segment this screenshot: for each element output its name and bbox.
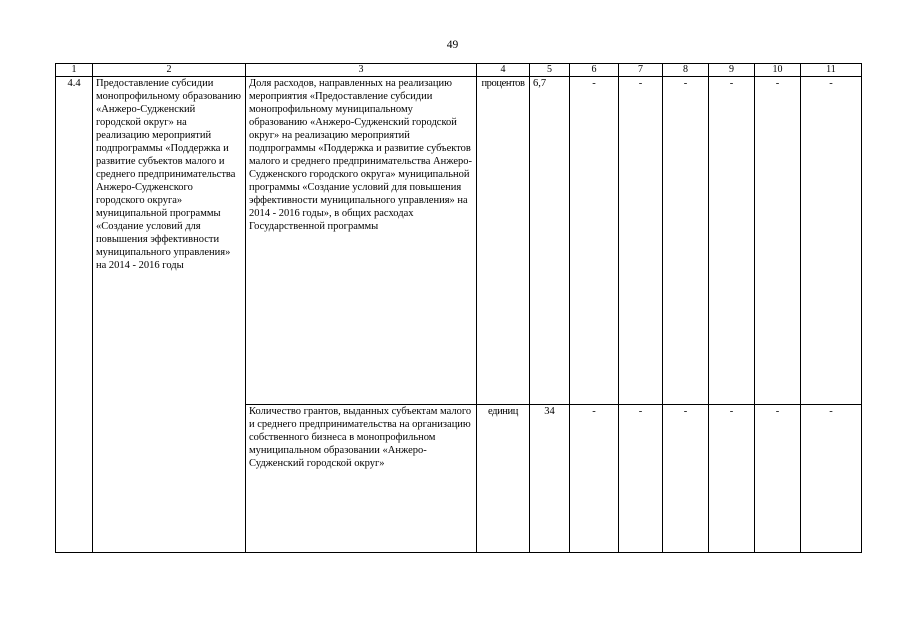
value-cell: - — [801, 77, 862, 405]
column-header: 5 — [530, 64, 570, 77]
table-header-row — [56, 64, 862, 77]
value-cell: - — [619, 77, 663, 405]
value-cell: 34 — [530, 405, 570, 553]
row-number: 4.4 — [56, 77, 93, 553]
column-header: 11 — [801, 64, 862, 77]
value-cell: - — [709, 77, 755, 405]
value-cell: - — [663, 77, 709, 405]
column-header: 4 — [477, 64, 530, 77]
value-cell: - — [709, 405, 755, 553]
page-number: 49 — [446, 39, 459, 51]
column-header: 7 — [619, 64, 663, 77]
column-header: 9 — [709, 64, 755, 77]
value-cell: - — [619, 405, 663, 553]
table-row — [56, 77, 862, 405]
column-header: 1 — [56, 64, 93, 77]
value-cell: - — [755, 405, 801, 553]
column-header: 10 — [755, 64, 801, 77]
column-header: 2 — [93, 64, 246, 77]
column-header: 6 — [570, 64, 619, 77]
value-cell: 6,7 — [530, 77, 570, 405]
measure-name: Предоставление субсидии монопрофильному образованию «Анжеро-Судженский городской округ» на реализацию мероприятий подпрограммы «Поддержка и развитие субъектов малого и среднего предпринимательства Анжеро-Судженского городского округа» муниципальной программы «Создание условий для повышения эффективности муниципального управления» на 2014 - 2016 годы — [93, 77, 246, 553]
indicators-table — [55, 63, 862, 553]
unit-cell: процентов — [477, 77, 530, 405]
value-cell: - — [570, 77, 619, 405]
column-header: 3 — [246, 64, 477, 77]
column-header: 8 — [663, 64, 709, 77]
unit-cell: единиц — [477, 405, 530, 553]
indicator-name: Доля расходов, направленных на реализацию мероприятия «Предоставление субсидии монопрофильному муниципальному образованию «Анжеро-Судженский городской округ» на реализацию мероприятий подпрограммы «Поддержка и развитие субъектов малого и среднего предпринимательства Анжеро-Судженского городского округа» муниципальной программы «Создание условий для повышения эффективности муниципального управления» на 2014 - 2016 годы», в общих расходах Государственной программы — [246, 77, 477, 405]
value-cell: - — [663, 405, 709, 553]
value-cell: - — [755, 77, 801, 405]
value-cell: - — [570, 405, 619, 553]
indicator-name: Количество грантов, выданных субъектам малого и среднего предпринимательства на организацию собственного бизнеса в монопрофильном муниципальном образовании «Анжеро-Судженский городской округ» — [246, 405, 477, 553]
value-cell: - — [801, 405, 862, 553]
